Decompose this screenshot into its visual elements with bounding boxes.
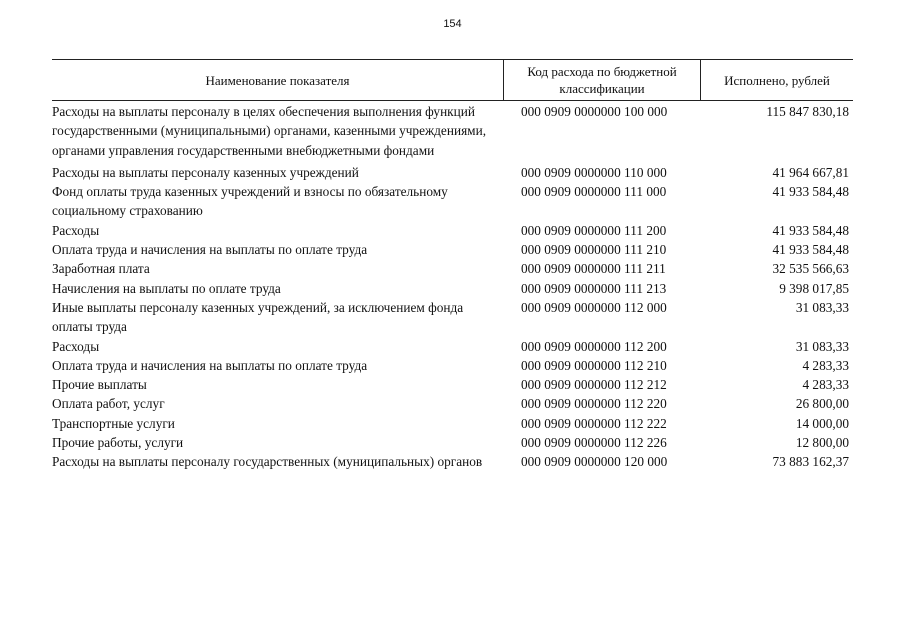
row-amount: 41 964 667,81 <box>772 164 849 180</box>
row-code: 000 0909 0000000 112 200 <box>521 338 667 354</box>
row-amount: 41 933 584,48 <box>772 242 849 258</box>
row-code: 000 0909 0000000 110 000 <box>521 164 667 180</box>
table-row <box>52 337 853 356</box>
table-row <box>52 182 853 221</box>
row-name: Иные выплаты персоналу казенных учреждений, за исключением фонда оплаты труда <box>52 299 464 335</box>
row-name: Расходы <box>52 338 100 354</box>
row-amount: 41 933 584,48 <box>772 184 849 200</box>
header-code: Код расхода по бюджетной классификации <box>503 60 701 100</box>
row-code: 000 0909 0000000 100 000 <box>521 104 668 119</box>
expenditure-table <box>52 59 853 472</box>
row-amount: 4 283,33 <box>802 357 849 373</box>
row-code: 000 0909 0000000 112 220 <box>521 396 667 412</box>
row-amount: 9 398 017,85 <box>779 280 849 296</box>
row-amount: 31 083,33 <box>795 299 849 315</box>
row-code: 000 0909 0000000 111 213 <box>521 280 667 296</box>
table-row <box>52 452 853 471</box>
row-amount: 31 083,33 <box>795 338 849 354</box>
table-row <box>52 259 853 278</box>
table-row <box>52 240 853 259</box>
row-amount: 73 883 162,37 <box>772 454 849 470</box>
row-amount: 26 800,00 <box>795 396 849 412</box>
row-code: 000 0909 0000000 111 211 <box>521 261 666 277</box>
row-name: Оплата труда и начисления на выплаты по оплате труда <box>52 242 368 258</box>
row-code: 000 0909 0000000 112 210 <box>521 357 667 373</box>
row-amount: 4 283,33 <box>802 377 849 393</box>
header-name: Наименование показателя <box>205 72 350 88</box>
row-name: Прочие выплаты <box>52 377 147 393</box>
row-amount: 115 847 830,18 <box>766 104 849 119</box>
row-amount: 32 535 566,63 <box>772 261 849 277</box>
table-row <box>52 221 853 240</box>
row-name: Расходы на выплаты персоналу в целях обеспечения выполнения функций государственными (муниципальными) органами, казенными учреждениями, органами управления государственными внебюджетными фондами <box>52 104 487 158</box>
row-name: Транспортные услуги <box>52 415 175 431</box>
row-name: Расходы <box>52 222 100 238</box>
row-name: Расходы на выплаты персоналу казенных учреждений <box>52 164 359 180</box>
table-row <box>52 102 853 160</box>
row-name: Расходы на выплаты персоналу государственных (муниципальных) органов <box>52 454 483 470</box>
row-code: 000 0909 0000000 111 200 <box>521 222 667 238</box>
row-amount: 12 800,00 <box>795 435 849 451</box>
row-amount: 41 933 584,48 <box>772 222 849 238</box>
table-row <box>52 433 853 452</box>
table-row <box>52 394 853 413</box>
table-header <box>52 59 853 101</box>
header-amount: Исполнено, рублей <box>724 72 830 88</box>
table-row <box>52 279 853 298</box>
row-code: 000 0909 0000000 111 000 <box>521 184 667 200</box>
table-row <box>52 163 853 182</box>
row-code: 000 0909 0000000 112 226 <box>521 435 667 451</box>
table-row <box>52 414 853 433</box>
row-code: 000 0909 0000000 112 222 <box>521 415 667 431</box>
table-row <box>52 356 853 375</box>
row-name: Прочие работы, услуги <box>52 435 184 451</box>
row-name: Фонд оплаты труда казенных учреждений и взносы по обязательному социальному страхованию <box>52 184 448 219</box>
row-amount: 14 000,00 <box>795 415 849 431</box>
row-code: 000 0909 0000000 111 210 <box>521 242 667 258</box>
row-code: 000 0909 0000000 112 000 <box>521 299 667 315</box>
row-name: Оплата работ, услуг <box>52 396 165 412</box>
row-code: 000 0909 0000000 120 000 <box>521 454 668 470</box>
page-number: 154 <box>443 18 462 30</box>
table-row <box>52 375 853 394</box>
row-code: 000 0909 0000000 112 212 <box>521 377 667 393</box>
row-name: Начисления на выплаты по оплате труда <box>52 280 281 296</box>
row-name: Заработная плата <box>52 261 150 277</box>
row-name: Оплата труда и начисления на выплаты по оплате труда <box>52 357 368 373</box>
table-row <box>52 298 853 337</box>
